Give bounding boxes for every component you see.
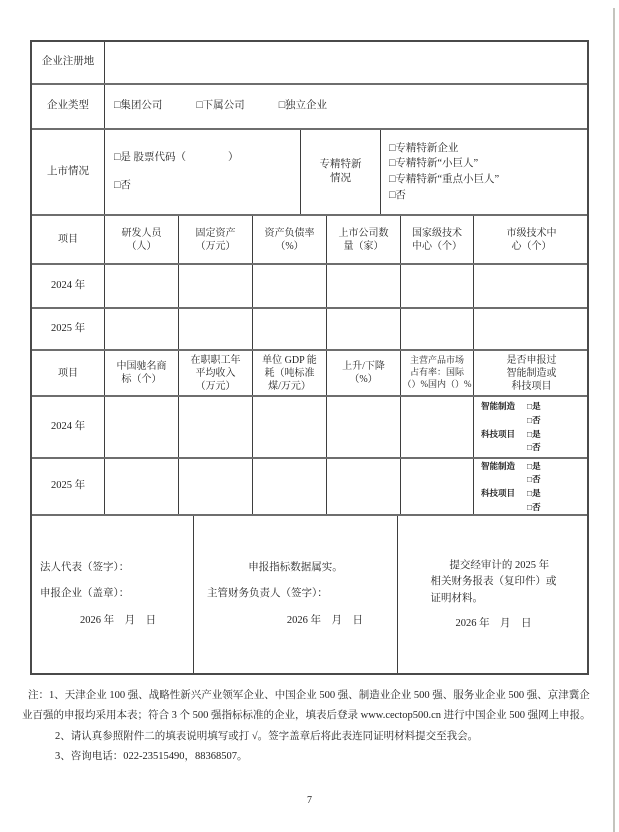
data-cell-empty bbox=[327, 397, 401, 457]
data-cell-empty bbox=[105, 397, 179, 457]
t1-header-city-center: 市级技术中 心（个） bbox=[506, 227, 557, 252]
row-registration bbox=[32, 42, 587, 85]
listing-options bbox=[105, 130, 301, 214]
truth-statement: 申报指标数据属实。 bbox=[248, 562, 343, 574]
declaration-form-table bbox=[30, 40, 589, 675]
checkbox-no: □否 bbox=[527, 474, 541, 485]
data-cell-empty bbox=[253, 397, 327, 457]
checkbox-srdi-little-giant: □专精特新“小巨人” bbox=[389, 158, 479, 170]
legal-rep-signature-label: 法人代表（签字）： bbox=[40, 562, 130, 574]
checkbox-srdi-key-little-giant: □专精特新“重点小巨人” bbox=[389, 174, 500, 185]
signature-submit-cell bbox=[398, 516, 589, 673]
tech-project-label: 科技项目 bbox=[481, 428, 516, 439]
checkbox-no: □否 bbox=[527, 414, 541, 425]
spacer bbox=[481, 441, 515, 454]
data-cell-empty bbox=[179, 265, 253, 307]
t1-header-project: 项目 bbox=[32, 216, 105, 263]
data-cell-empty bbox=[253, 265, 327, 307]
checkbox-no: □否 bbox=[527, 501, 541, 512]
t1-header-listed-count: 上市公司数 量（家） bbox=[327, 216, 401, 263]
footnote-3: 3、咨询电话：022-23515490，88368507。 bbox=[55, 751, 248, 763]
t1-header-rd-staff: 研发人员 （人） bbox=[105, 216, 179, 263]
project-check-cell-2025 bbox=[474, 459, 589, 514]
table2-row-2025 bbox=[32, 459, 587, 516]
data-cell-empty bbox=[179, 459, 253, 514]
spacer bbox=[481, 473, 515, 486]
t2-year-2024: 2024 年 bbox=[32, 397, 105, 457]
table1-header-row bbox=[32, 216, 587, 265]
finance-head-signature-label: 主管财务负责人（签字）： bbox=[207, 588, 328, 600]
signature-date: 2026 年 月 日 bbox=[455, 617, 532, 629]
t2-header-avg-income: 在职职工年 平均收入 （万元） bbox=[179, 351, 253, 395]
t1-header-debt-ratio: 资产负债率 （%） bbox=[253, 216, 327, 263]
srdi-options bbox=[381, 130, 589, 214]
signature-legal-rep-cell bbox=[32, 516, 194, 673]
table1-row-2025 bbox=[32, 309, 587, 351]
checkbox-yes: □是 bbox=[527, 488, 541, 498]
registration-value-cell bbox=[105, 42, 587, 83]
t2-header-up-down: 上升/下降 （%） bbox=[327, 351, 401, 395]
t1-header-national-center: 国家级技术 中心（个） bbox=[401, 216, 474, 263]
checkbox-independent: □独立企业 bbox=[278, 100, 328, 112]
data-cell-empty bbox=[327, 459, 401, 514]
footnotes bbox=[22, 686, 600, 768]
data-cell-empty bbox=[105, 459, 179, 514]
data-cell-empty bbox=[179, 309, 253, 349]
signature-finance-cell bbox=[194, 516, 398, 673]
table2-header-row bbox=[32, 351, 587, 397]
data-cell-empty bbox=[179, 397, 253, 457]
smart-manufacturing-label: 智能制造 bbox=[481, 460, 516, 471]
spacer bbox=[481, 501, 515, 514]
project-checkboxes bbox=[481, 460, 541, 514]
checkbox-srdi-enterprise: □专精特新企业 bbox=[389, 142, 459, 154]
t2-header-gdp-energy: 单位 GDP 能 耗（吨标准 煤/万元） bbox=[253, 351, 327, 395]
row-company-type bbox=[32, 85, 587, 130]
checkbox-group-company: □集团公司 bbox=[114, 100, 163, 112]
project-checkboxes bbox=[481, 400, 541, 454]
scan-edge-line bbox=[613, 8, 615, 832]
checkbox-listed-no: □否 bbox=[114, 179, 131, 191]
company-type-label: 企业类型 bbox=[32, 85, 105, 128]
data-cell-empty bbox=[253, 459, 327, 514]
checkbox-yes: □是 bbox=[527, 460, 541, 471]
submit-materials-note: 提交经审计的 2025 年 相关财务报表（复印件）或 证明材料。 bbox=[430, 560, 557, 604]
srdi-label: 专精特新 情况 bbox=[301, 130, 381, 214]
t1-header-fixed-assets: 固定资产 （万元） bbox=[179, 216, 253, 263]
data-cell-empty bbox=[474, 309, 589, 349]
data-cell-empty bbox=[401, 397, 474, 457]
checkbox-no: □否 bbox=[527, 442, 541, 453]
checkbox-yes: □是 bbox=[527, 428, 541, 439]
data-cell-empty bbox=[327, 309, 401, 349]
listing-label: 上市情况 bbox=[32, 130, 105, 214]
tech-project-label: 科技项目 bbox=[481, 488, 516, 498]
spacer bbox=[481, 414, 515, 427]
checkbox-yes: □是 bbox=[527, 401, 541, 411]
t2-header-market-share: 主营产品市场 占有率：国际 （）%国内（）% bbox=[401, 351, 474, 395]
data-cell-empty bbox=[253, 309, 327, 349]
checkbox-srdi-no: □否 bbox=[389, 189, 406, 201]
project-check-cell-2024 bbox=[474, 397, 589, 457]
smart-manufacturing-label: 智能制造 bbox=[481, 401, 516, 411]
data-cell-empty bbox=[401, 265, 474, 307]
t2-header-declared-projects: 是否申报过 智能制造或 科技项目 bbox=[506, 354, 557, 392]
t1-year-2024: 2024 年 bbox=[32, 265, 105, 307]
data-cell-empty bbox=[105, 265, 179, 307]
registration-label: 企业注册地 bbox=[32, 42, 105, 83]
data-cell-empty bbox=[474, 265, 589, 307]
footnote-2: 2、请认真参照附件二的填表说明填写或打 √。签字盖章后将此表连同证明材料提交至我会。 bbox=[55, 730, 479, 742]
footnote-1: 注：1、天津企业 100 强、战略性新兴产业领军企业、中国企业 500 强、制造业企业 500 强、服务业企业 500 强、京津冀企业百强的申报均采用本表；符合 3 个 500 强指标标准的企业，填表后登录 www.cectop500.cn 进行中国企业 500 强网上申报。 bbox=[22, 690, 591, 722]
data-cell-empty bbox=[401, 309, 474, 349]
table1-row-2024 bbox=[32, 265, 587, 309]
checkbox-subsidiary: □下属公司 bbox=[196, 100, 245, 112]
row-listing-srdi bbox=[32, 130, 587, 216]
data-cell-empty bbox=[401, 459, 474, 514]
t2-year-2025: 2025 年 bbox=[32, 459, 105, 514]
signature-date: 2026 年 月 日 bbox=[286, 614, 363, 626]
checkbox-listed-yes-stock-code: □是 股票代码（ ） bbox=[114, 152, 239, 164]
company-seal-label: 申报企业（盖章）： bbox=[40, 588, 130, 600]
t2-header-trademark: 中国驰名商 标（个） bbox=[105, 351, 179, 395]
table2-row-2024 bbox=[32, 397, 587, 459]
company-type-options bbox=[105, 85, 587, 128]
signature-date: 2026 年 月 日 bbox=[80, 614, 157, 626]
page-number: 7 bbox=[307, 795, 312, 806]
t1-year-2025: 2025 年 bbox=[32, 309, 105, 349]
signature-row bbox=[32, 516, 587, 673]
data-cell-empty bbox=[327, 265, 401, 307]
data-cell-empty bbox=[105, 309, 179, 349]
t2-header-project: 项目 bbox=[32, 351, 105, 395]
